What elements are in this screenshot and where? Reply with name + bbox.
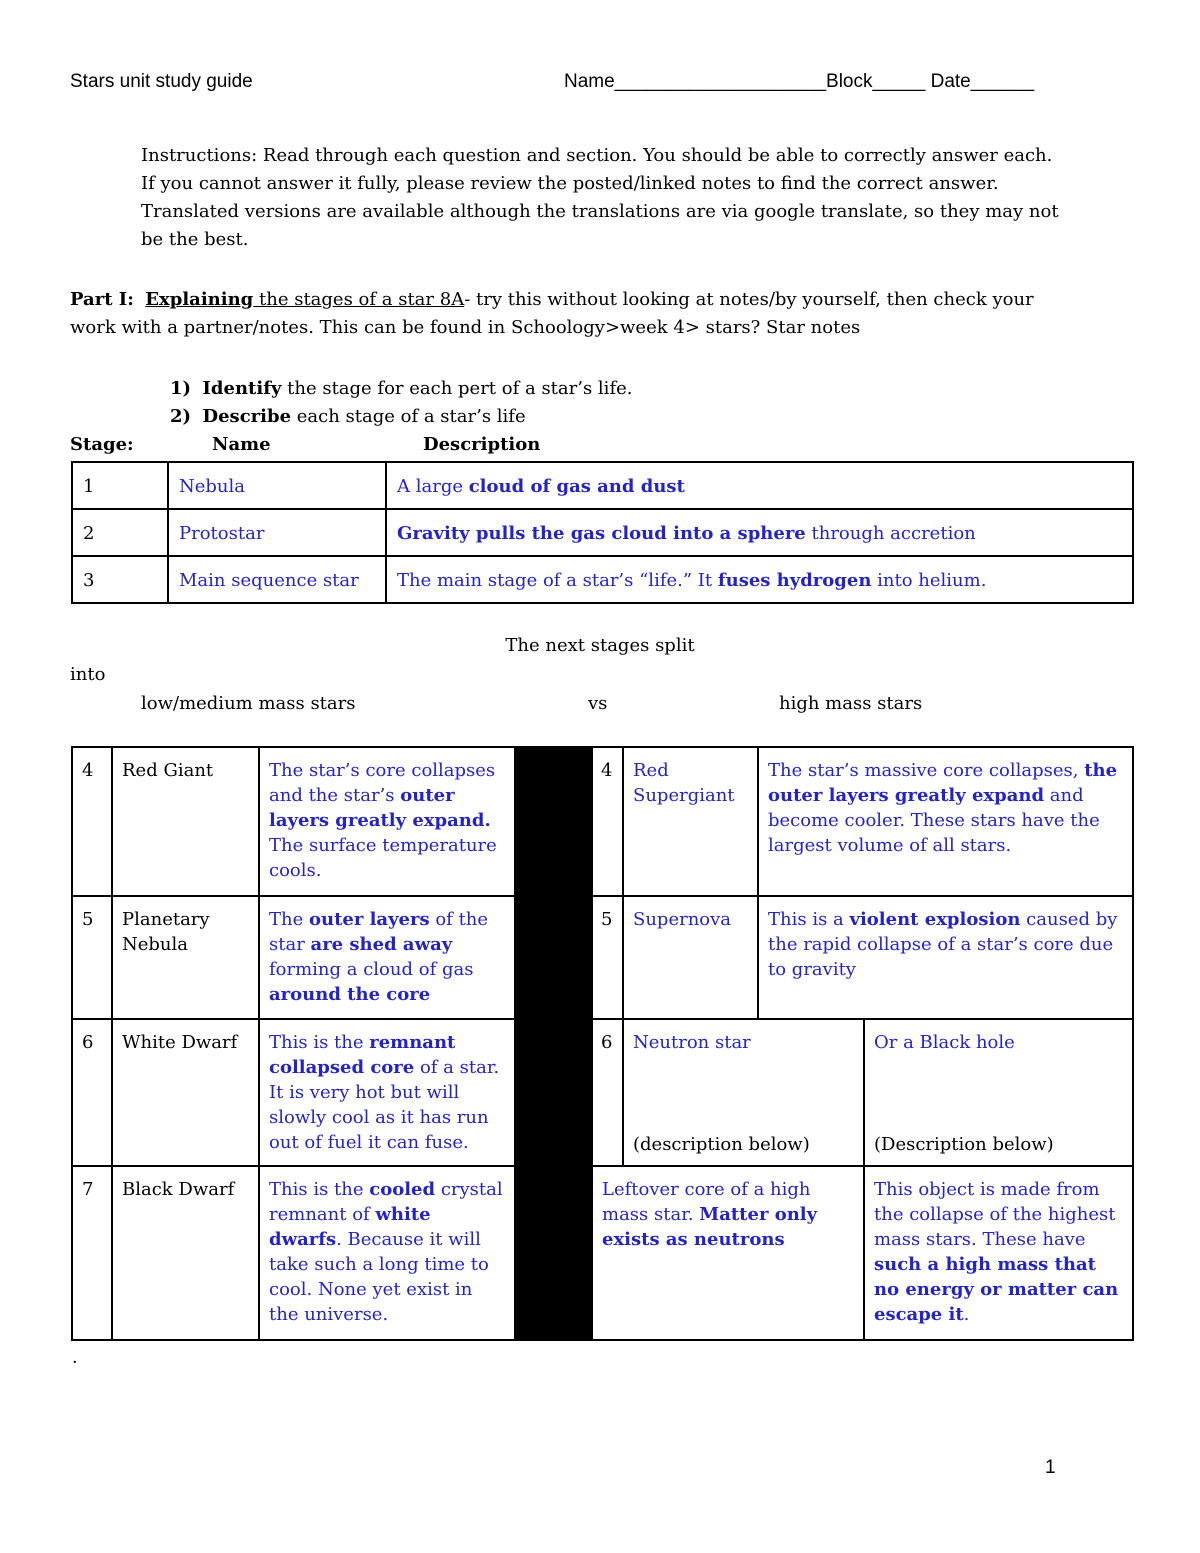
stage-description bbox=[260, 1167, 514, 1327]
name-block-date-field[interactable]: Name____________________Block_____ Date______ bbox=[564, 71, 1035, 92]
header-stage: Stage: bbox=[70, 434, 134, 455]
header-description: Description bbox=[423, 434, 541, 455]
stages-table-1 bbox=[71, 461, 1134, 604]
stage-description bbox=[260, 748, 514, 883]
stages-table-2 bbox=[71, 746, 1134, 1341]
text-run: This is a bbox=[768, 909, 850, 930]
stage-description bbox=[759, 748, 1132, 858]
text-run: A large bbox=[397, 476, 469, 497]
text-run: Matter only exists as neutrons bbox=[602, 1204, 818, 1250]
stage-name: Nebula bbox=[179, 476, 246, 497]
black-hole-note: (Description below) bbox=[874, 1134, 1054, 1155]
stage-name: Supernova bbox=[633, 909, 732, 930]
text-run: outer layers bbox=[308, 909, 430, 930]
text-run: of a star. It is very hot but will slowly cool as it has run out of fuel it can fuse. bbox=[269, 1057, 500, 1153]
stage-name: Red Giant bbox=[122, 760, 214, 781]
document-title: Stars unit study guide bbox=[70, 71, 253, 92]
stage-number: 7 bbox=[82, 1179, 94, 1200]
part1-line2: work with a partner/notes. This can be found in Schoology>week 4> stars? Star notes bbox=[70, 317, 861, 338]
stage-description bbox=[260, 897, 514, 1007]
text-run: white dwarfs bbox=[269, 1204, 431, 1250]
text-run: The main stage of a star’s “life.” It bbox=[397, 570, 718, 591]
steps-list bbox=[170, 375, 632, 431]
text-run: . Because it will take such a long time to cool. None yet exist in the universe. bbox=[269, 1229, 489, 1325]
table-row bbox=[72, 556, 1133, 603]
text-run: through accretion bbox=[805, 523, 976, 544]
stage-description bbox=[759, 897, 1132, 982]
table-row bbox=[72, 1019, 1133, 1166]
part1-topic: the stages of a star 8A bbox=[253, 289, 465, 310]
text-run: are shed away bbox=[310, 934, 453, 955]
stage-number: 1 bbox=[83, 476, 95, 497]
part1-directions: - try this without looking at notes/by yourself, then check your bbox=[464, 289, 1034, 310]
text-run: into helium. bbox=[871, 570, 987, 591]
table-row bbox=[72, 509, 1133, 556]
stage-number: 4 bbox=[601, 760, 613, 781]
split-into: into bbox=[70, 664, 106, 685]
text-run: violent explosion bbox=[849, 909, 1021, 930]
part1-explaining: Explaining bbox=[145, 289, 254, 310]
text-run: The star’s core collapses and the star’s bbox=[269, 760, 496, 806]
text-run: outer layers greatly expand. bbox=[269, 785, 491, 831]
stage-number: 5 bbox=[82, 909, 94, 930]
instructions-line: Instructions: Read through each question and section. You should be able to correctly answer each. bbox=[141, 145, 1053, 166]
stage-description bbox=[387, 463, 1132, 499]
text-run: of the star bbox=[269, 909, 489, 955]
text-run: around the core bbox=[269, 984, 431, 1005]
text-run: crystal remnant of bbox=[269, 1179, 503, 1225]
neutron-star-description bbox=[593, 1167, 863, 1252]
low-mass-label: low/medium mass stars bbox=[141, 693, 356, 714]
part1-label: Part I: bbox=[70, 289, 134, 310]
stage-number: 3 bbox=[83, 570, 95, 591]
black-hole-description bbox=[865, 1167, 1132, 1327]
text-run: cloud of gas and dust bbox=[468, 476, 685, 497]
vs-label: vs bbox=[588, 693, 608, 714]
instructions-line: If you cannot answer it fully, please review the posted/linked notes to find the correct answer. bbox=[141, 173, 999, 194]
step-item: 2) Describe each stage of a star’s life bbox=[170, 406, 526, 427]
stage-number: 2 bbox=[83, 523, 95, 544]
table-row bbox=[72, 896, 1133, 1019]
step-item: 1) Identify the stage for each pert of a star’s life. bbox=[170, 378, 633, 399]
text-run: Leftover core of a high mass star. bbox=[602, 1179, 811, 1225]
stage-number: 6 bbox=[82, 1032, 94, 1053]
text-run: The star’s massive core collapses, bbox=[768, 760, 1085, 781]
text-run: This object is made from the collapse of the highest mass stars. These have bbox=[874, 1179, 1116, 1250]
text-run: The surface temperature cools. bbox=[269, 835, 497, 881]
header-name: Name bbox=[212, 434, 271, 455]
text-run: such a high mass that no energy or matter can escape it bbox=[874, 1254, 1119, 1325]
stage-name: Black Dwarf bbox=[122, 1179, 235, 1200]
text-run: . bbox=[963, 1304, 970, 1325]
stage-description bbox=[387, 557, 1132, 593]
page-number: 1 bbox=[1045, 1457, 1056, 1478]
stage-name: White Dwarf bbox=[122, 1032, 238, 1053]
neutron-star-name: Neutron star bbox=[633, 1032, 751, 1053]
text-run: This is the bbox=[269, 1032, 370, 1053]
text-run: Gravity pulls the gas cloud into a sphere bbox=[397, 523, 806, 544]
part1-heading bbox=[70, 286, 1130, 342]
stage-number: 4 bbox=[82, 760, 94, 781]
instructions-line: be the best. bbox=[141, 229, 249, 250]
instructions bbox=[141, 142, 1121, 254]
text-run: The bbox=[269, 909, 309, 930]
stage-name: Main sequence star bbox=[179, 570, 359, 591]
stage-name: Planetary Nebula bbox=[122, 909, 210, 955]
stage-description bbox=[387, 510, 1132, 546]
text-run: and become cooler. These stars have the largest volume of all stars. bbox=[768, 785, 1100, 856]
text-run: This is the bbox=[269, 1179, 370, 1200]
black-hole-name: Or a Black hole bbox=[874, 1032, 1015, 1053]
instructions-line: Translated versions are available although the translations are via google translate, so they may not bbox=[141, 201, 1059, 222]
text-run: remnant collapsed core bbox=[269, 1032, 456, 1078]
text-run: cooled bbox=[369, 1179, 436, 1200]
text-run: the outer layers greatly expand bbox=[768, 760, 1118, 806]
text-run: fuses hydrogen bbox=[717, 570, 872, 591]
stage-number: 5 bbox=[601, 909, 613, 930]
neutron-note: (description below) bbox=[633, 1134, 810, 1155]
text-run: forming a cloud of gas bbox=[269, 959, 474, 980]
stage-number: 6 bbox=[601, 1032, 613, 1053]
stage-name: Red Supergiant bbox=[633, 760, 735, 806]
text-run: caused by the rapid collapse of a star’s core due to gravity bbox=[768, 909, 1118, 980]
stray-dot: · bbox=[72, 1352, 78, 1373]
stage-description bbox=[260, 1020, 514, 1155]
split-line: The next stages split bbox=[505, 635, 695, 656]
high-mass-label: high mass stars bbox=[779, 693, 923, 714]
table-row bbox=[72, 747, 1133, 896]
divider-black bbox=[515, 747, 592, 1340]
table-row bbox=[72, 462, 1133, 509]
table-row bbox=[72, 1166, 1133, 1340]
stage-name: Protostar bbox=[179, 523, 265, 544]
